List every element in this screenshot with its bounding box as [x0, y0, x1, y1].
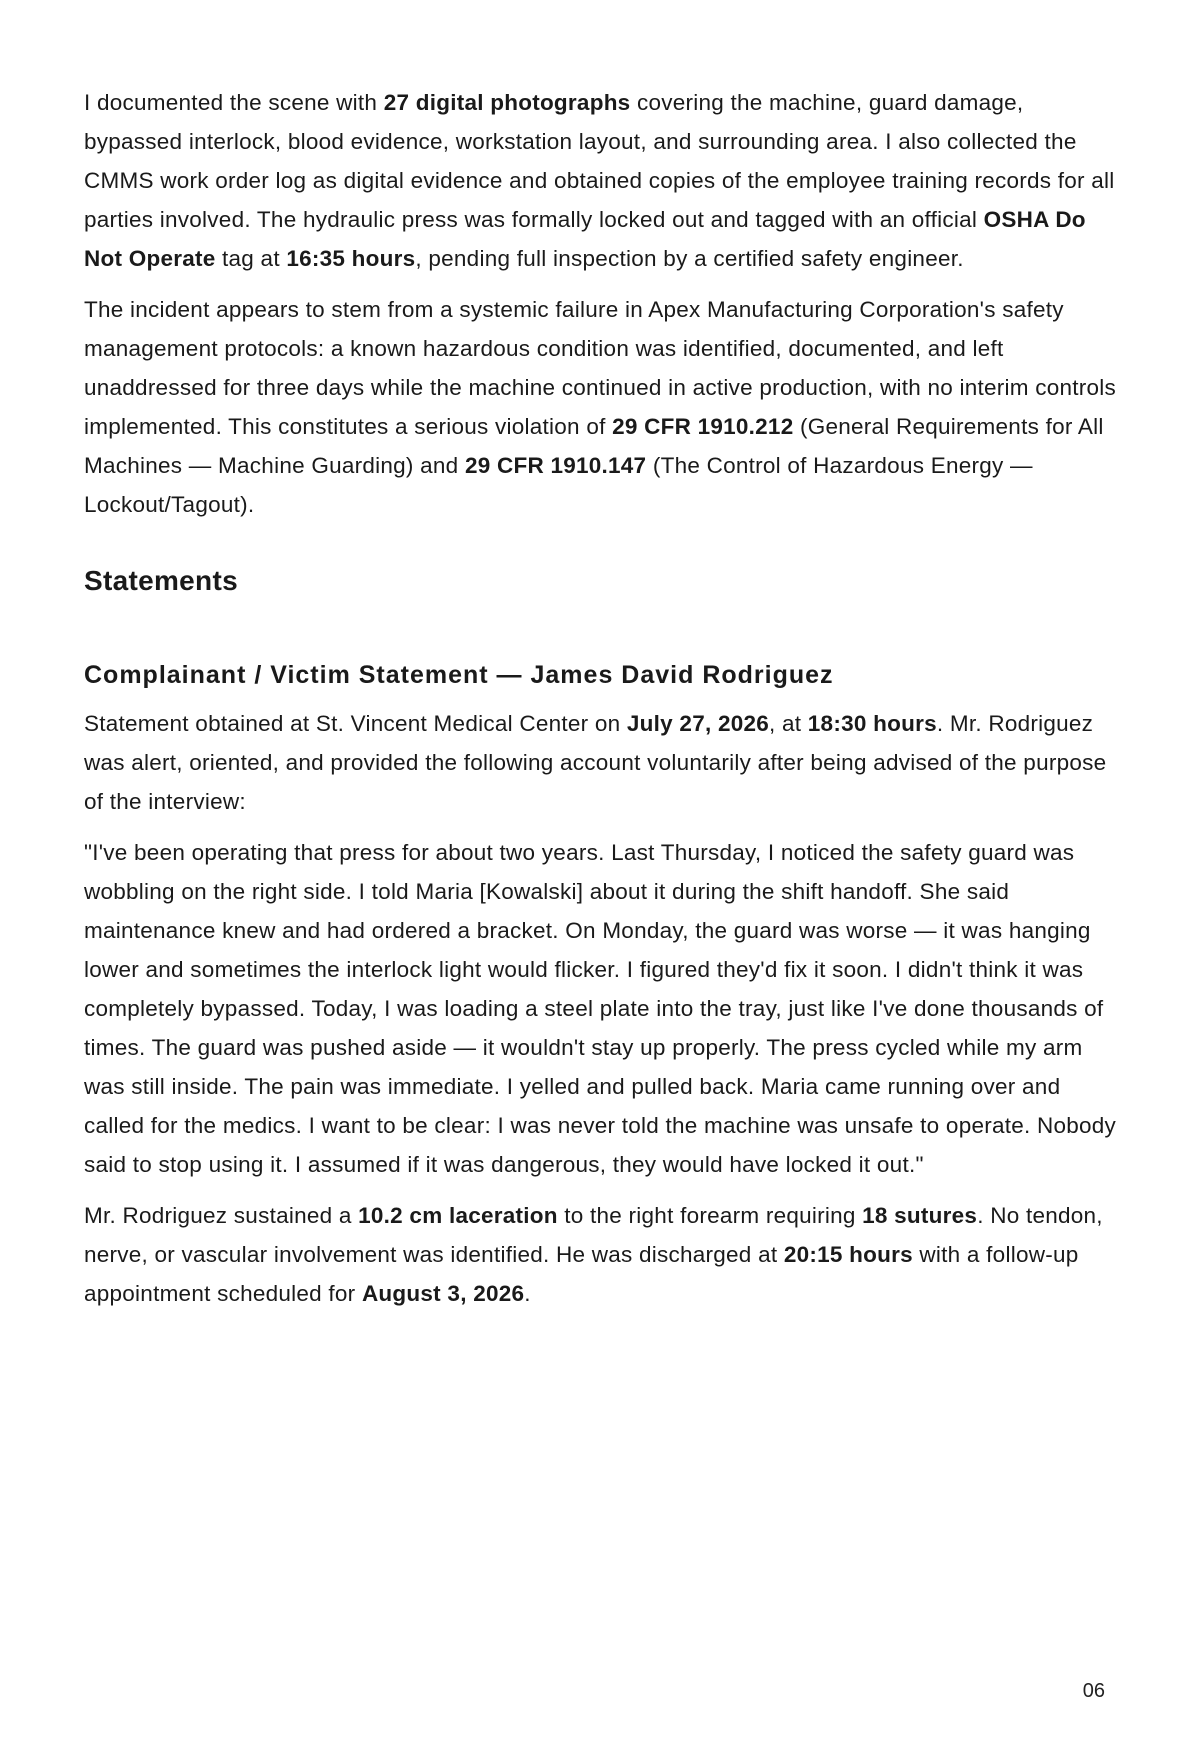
body-text: , at: [769, 711, 808, 736]
emphasis-text: July 27, 2026: [626, 711, 770, 736]
body-text: The incident appears to stem from a systemic failure in Apex Manufacturing Corporation's safety management protocols: a known hazardous condition was identified, documented, and left unaddressed for three days while the machine continued in active production, with no interim controls implemented. This constitutes a serious violation of: [84, 297, 1117, 439]
subheading-victim-statement: Complainant / Victim Statement — James David Rodriguez: [84, 661, 834, 689]
emphasis-text: OSHA Do Not Operate: [84, 207, 1086, 271]
section-heading-statements: Statements: [84, 565, 238, 596]
paragraph-evidence: [84, 83, 1119, 278]
body-text: Mr. Rodriguez sustained a: [84, 1203, 359, 1228]
body-text: . Mr. Rodriguez was alert, oriented, and provided the following account voluntarily after being advised of the purpose of the interview:: [84, 711, 1107, 814]
body-text: to the right forearm requiring: [557, 1203, 863, 1228]
emphasis-text: 29 CFR 1910.212: [612, 414, 794, 439]
paragraph-statement-intro: [84, 704, 1119, 821]
body-text: tag at: [215, 246, 287, 271]
emphasis-text: 27 digital photographs: [383, 90, 631, 115]
body-text: with a follow-up appointment scheduled for: [84, 1242, 1079, 1306]
body-text: (General Requirements for All Machines — Machine Guarding) and: [84, 414, 1104, 478]
body-text: , pending full inspection by a certified safety engineer.: [415, 246, 964, 271]
body-text: . No tendon, nerve, or vascular involvement was identified. He was discharged at: [84, 1203, 1103, 1267]
emphasis-text: 20:15 hours: [783, 1242, 913, 1267]
emphasis-text: 18 sutures: [862, 1203, 978, 1228]
page-number: 06: [1082, 1680, 1105, 1702]
emphasis-text: August 3, 2026: [361, 1281, 525, 1306]
emphasis-text: 29 CFR 1910.147: [464, 453, 647, 478]
paragraph-victim-quote: [84, 833, 1119, 1184]
body-text: I documented the scene with: [84, 90, 384, 115]
body-text: (The Control of Hazardous Energy — Lockout/Tagout).: [84, 453, 1033, 517]
emphasis-text: 10.2 cm laceration: [358, 1203, 558, 1228]
emphasis-text: 18:30 hours: [807, 711, 937, 736]
page-content: [84, 83, 1119, 1325]
paragraph-analysis: [84, 290, 1119, 524]
body-text: .: [524, 1281, 531, 1306]
body-text: "I've been operating that press for about two years. Last Thursday, I noticed the safety guard was wobbling on the right side. I told Maria [Kowalski] about it during the shift handoff. She said maintenance knew and had ordered a bracket. On Monday, the guard was worse — it was hanging lower and sometimes the interlock light would flicker. I figured they'd fix it soon. I didn't think it was completely bypassed. Today, I was loading a steel plate into the tray, just like I've done thousands of times. The guard was pushed aside — it wouldn't stay up properly. The press cycled while my arm was still inside. The pain was immediate. I yelled and pulled back. Maria came running over and called for the medics. I want to be clear: I was never told the machine was unsafe to operate. Nobody said to stop using it. I assumed if it was dangerous, they would have locked it out.": [84, 840, 1117, 1177]
emphasis-text: 16:35 hours: [286, 246, 416, 271]
body-text: covering the machine, guard damage, bypassed interlock, blood evidence, workstation layout, and surrounding area. I also collected the CMMS work order log as digital evidence and obtained copies of the employee training records for all parties involved. The hydraulic press was formally locked out and tagged with an official: [84, 90, 1115, 232]
body-text: Statement obtained at St. Vincent Medical Center on: [84, 711, 627, 736]
paragraph-injury: [84, 1196, 1119, 1313]
